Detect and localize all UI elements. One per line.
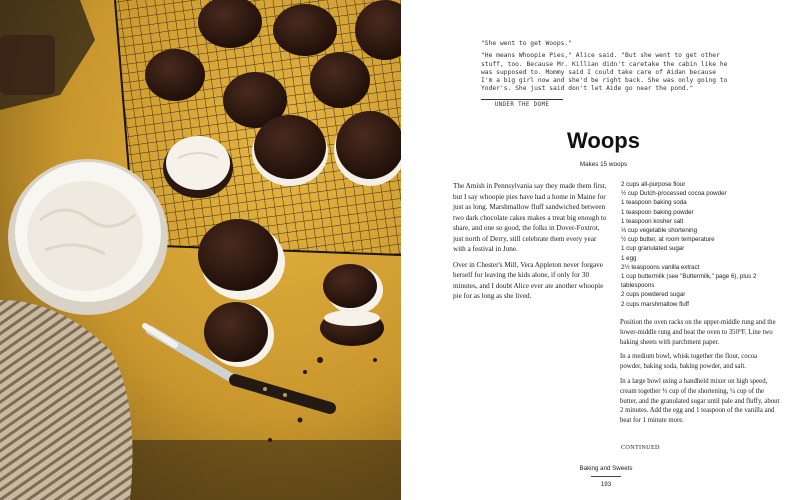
method-step: Position the oven racks on the upper-middle rung and the lower-middle rung and heat the oven to 350°F. Line two baking sheets with parchment paper.: [620, 319, 776, 346]
recipe-yield: Makes 15 woops: [579, 161, 628, 168]
ingredient-item: 1 egg: [621, 254, 637, 262]
method-step: In a medium bowl, whisk together the flour, cocoa powder, baking soda, baking powder, and salt.: [620, 353, 758, 371]
intro-paragraph: The Amish in Pennsylvania say they made them first, but I say whoopie pies have had a home in Maine for just as long. Marshmallow fluff sandwiched between two dark chocolate cakes makes a treat big enough to share, and one so good, the folks in Dover-Foxtrot, just north of Derry, still celebrate them every year with a festival in June.: [453, 182, 607, 253]
continued-label: CONTINUED: [621, 444, 660, 451]
recipe-method: [620, 318, 780, 431]
recipe-page: [401, 0, 800, 500]
footer-divider: [591, 476, 621, 477]
ingredient-item: ½ cup butter, at room temperature: [621, 236, 715, 244]
quote-line-1: "She went to get Woops.": [481, 40, 572, 47]
recipe-title: Woops: [567, 128, 640, 153]
page-number: 193: [600, 481, 612, 488]
section-footer: Baking and Sweets: [579, 465, 633, 472]
epigraph-quote: [481, 40, 731, 98]
ingredient-item: 1 cup granulated sugar: [621, 245, 685, 253]
ingredient-list: [621, 180, 781, 309]
ingredient-item: 2 cups powdered sugar: [621, 291, 686, 299]
ingredient-item: 1 teaspoon baking powder: [621, 208, 694, 216]
quote-divider: [481, 99, 563, 100]
recipe-intro: [453, 181, 608, 307]
ingredient-item: 1 teaspoon kosher salt: [621, 217, 684, 225]
ingredient-item: 1 teaspoon baking soda: [621, 199, 687, 207]
quote-line-2: "He means Whoopie Pies," Alice said. "But she went to get other stuff, too. Because Mr. Killian didn't caretake the cabin like he was supposed to. Mommy said I could take care of Aidan because I'm a big girl now and she'd be right back. She was only going to Yoder's. She just said don't let Aide go near the pond.": [481, 52, 728, 93]
intro-paragraph: Over in Chester's Mill, Vera Appleton never forgave herself for leaving the kids alone, if only for 30 minutes, and I doubt Alice ever ate another whoopie pie for as long as she lived.: [453, 260, 604, 300]
method-step: In a large bowl using a handheld mixer on high speed, cream together ⅓ cup of the shortening, ¼ cup of the butter, and the granulated sugar until pale and fluffy, about 2 minutes. Add the egg and 1 teaspoon of the vanilla and beat for 1 minute more.: [620, 377, 780, 425]
ingredient-item: 2 cups marshmallow fluff: [621, 300, 689, 308]
quote-source: UNDER THE DOME: [494, 102, 550, 108]
ingredient-item: 2 cups all-purpose flour: [621, 181, 686, 188]
ingredient-item: 2½ teaspoons vanilla extract: [621, 263, 700, 271]
ingredient-item: ⅓ cup vegetable shortening: [621, 227, 698, 235]
ingredient-item: 1 cup buttermilk (see "Buttermilk," page 6), plus 2 tablespoons: [621, 273, 757, 290]
ingredient-item: ½ cup Dutch-processed cocoa powder: [621, 190, 727, 198]
